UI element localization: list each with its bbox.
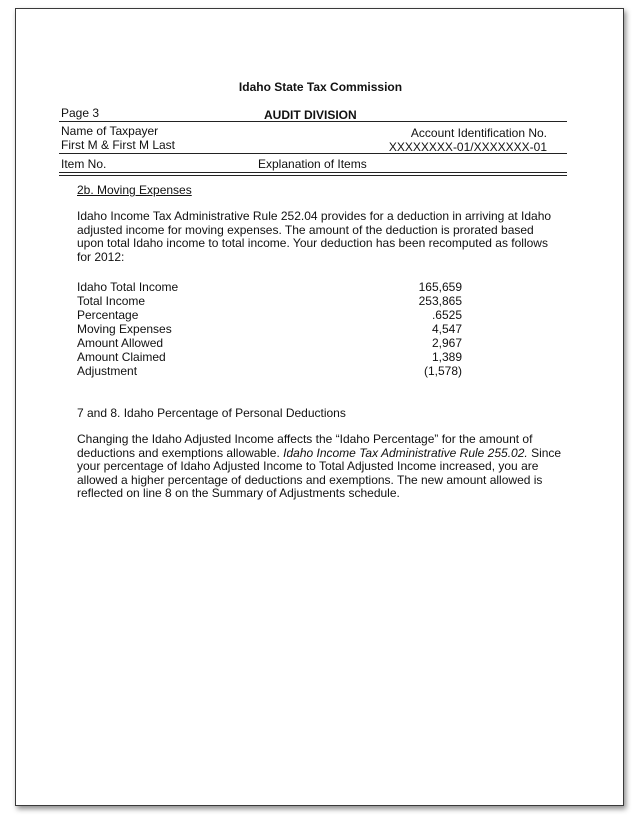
header-rule-2 bbox=[59, 153, 567, 154]
row-value: 4,547 bbox=[431, 322, 462, 336]
table-row bbox=[77, 336, 462, 350]
division-title: AUDIT DIVISION bbox=[264, 108, 357, 122]
taxpayer-name-value: First M & First M Last bbox=[61, 138, 175, 152]
row-value: 2,967 bbox=[431, 336, 462, 350]
table-row bbox=[77, 350, 462, 364]
row-label: Idaho Total Income bbox=[77, 280, 179, 294]
row-value: 1,389 bbox=[431, 350, 462, 364]
taxpayer-name-label: Name of Taxpayer bbox=[61, 124, 159, 138]
row-label: Total Income bbox=[77, 294, 146, 308]
percentage-deductions-heading: 7 and 8. Idaho Percentage of Personal Deductions bbox=[77, 406, 346, 420]
paragraph-text-2: Since your percentage of Idaho Adjusted Income to Total Adjusted Income increased, you are allowed a higher percentage of deductions and exemptions. The new amount allowed is reflected on line 8 on the Summary of Adjustments schedule. bbox=[77, 445, 562, 500]
moving-expenses-heading: 2b. Moving Expenses bbox=[77, 183, 192, 197]
row-label: Amount Claimed bbox=[77, 350, 166, 364]
explanation-label: Explanation of Items bbox=[258, 157, 367, 171]
paragraph-text-1: Changing the Idaho Adjusted Income affects the “Idaho Percentage” for the amount of deductions and exemptions allowable. bbox=[77, 432, 533, 460]
row-value: .6525 bbox=[431, 308, 462, 322]
header-rule-1 bbox=[59, 121, 567, 122]
table-row bbox=[77, 308, 462, 322]
row-label: Adjustment bbox=[77, 364, 138, 378]
percentage-deductions-paragraph bbox=[77, 433, 562, 501]
table-row bbox=[77, 322, 462, 336]
agency-title: Idaho State Tax Commission bbox=[238, 80, 403, 94]
row-label: Percentage bbox=[77, 308, 139, 322]
account-id-label: Account Identification No. bbox=[410, 126, 547, 140]
item-no-label: Item No. bbox=[61, 157, 107, 171]
row-value: 253,865 bbox=[418, 294, 462, 308]
paragraph-rule-citation: Idaho Income Tax Administrative Rule 255.02. bbox=[283, 445, 528, 460]
page-number: Page 3 bbox=[61, 106, 100, 120]
row-value: (1,578) bbox=[423, 364, 462, 378]
table-row bbox=[77, 280, 462, 294]
table-row bbox=[77, 364, 462, 378]
row-value: 165,659 bbox=[418, 280, 462, 294]
document-page bbox=[15, 8, 624, 806]
table-row bbox=[77, 294, 462, 308]
moving-expenses-paragraph: Idaho Income Tax Administrative Rule 252.04 provides for a deduction in arriving at Idaho adjusted income for moving expenses. The amount of the deduction is prorated based upon total Idaho income to total income. Your deduction has been recomputed as follows for 2012: bbox=[77, 209, 552, 264]
header-rule-3b bbox=[59, 175, 567, 176]
row-label: Moving Expenses bbox=[77, 322, 172, 336]
row-label: Amount Allowed bbox=[77, 336, 164, 350]
header-rule-3a bbox=[59, 172, 567, 173]
account-id-value: XXXXXXXX-01/XXXXXXX-01 bbox=[388, 140, 547, 154]
